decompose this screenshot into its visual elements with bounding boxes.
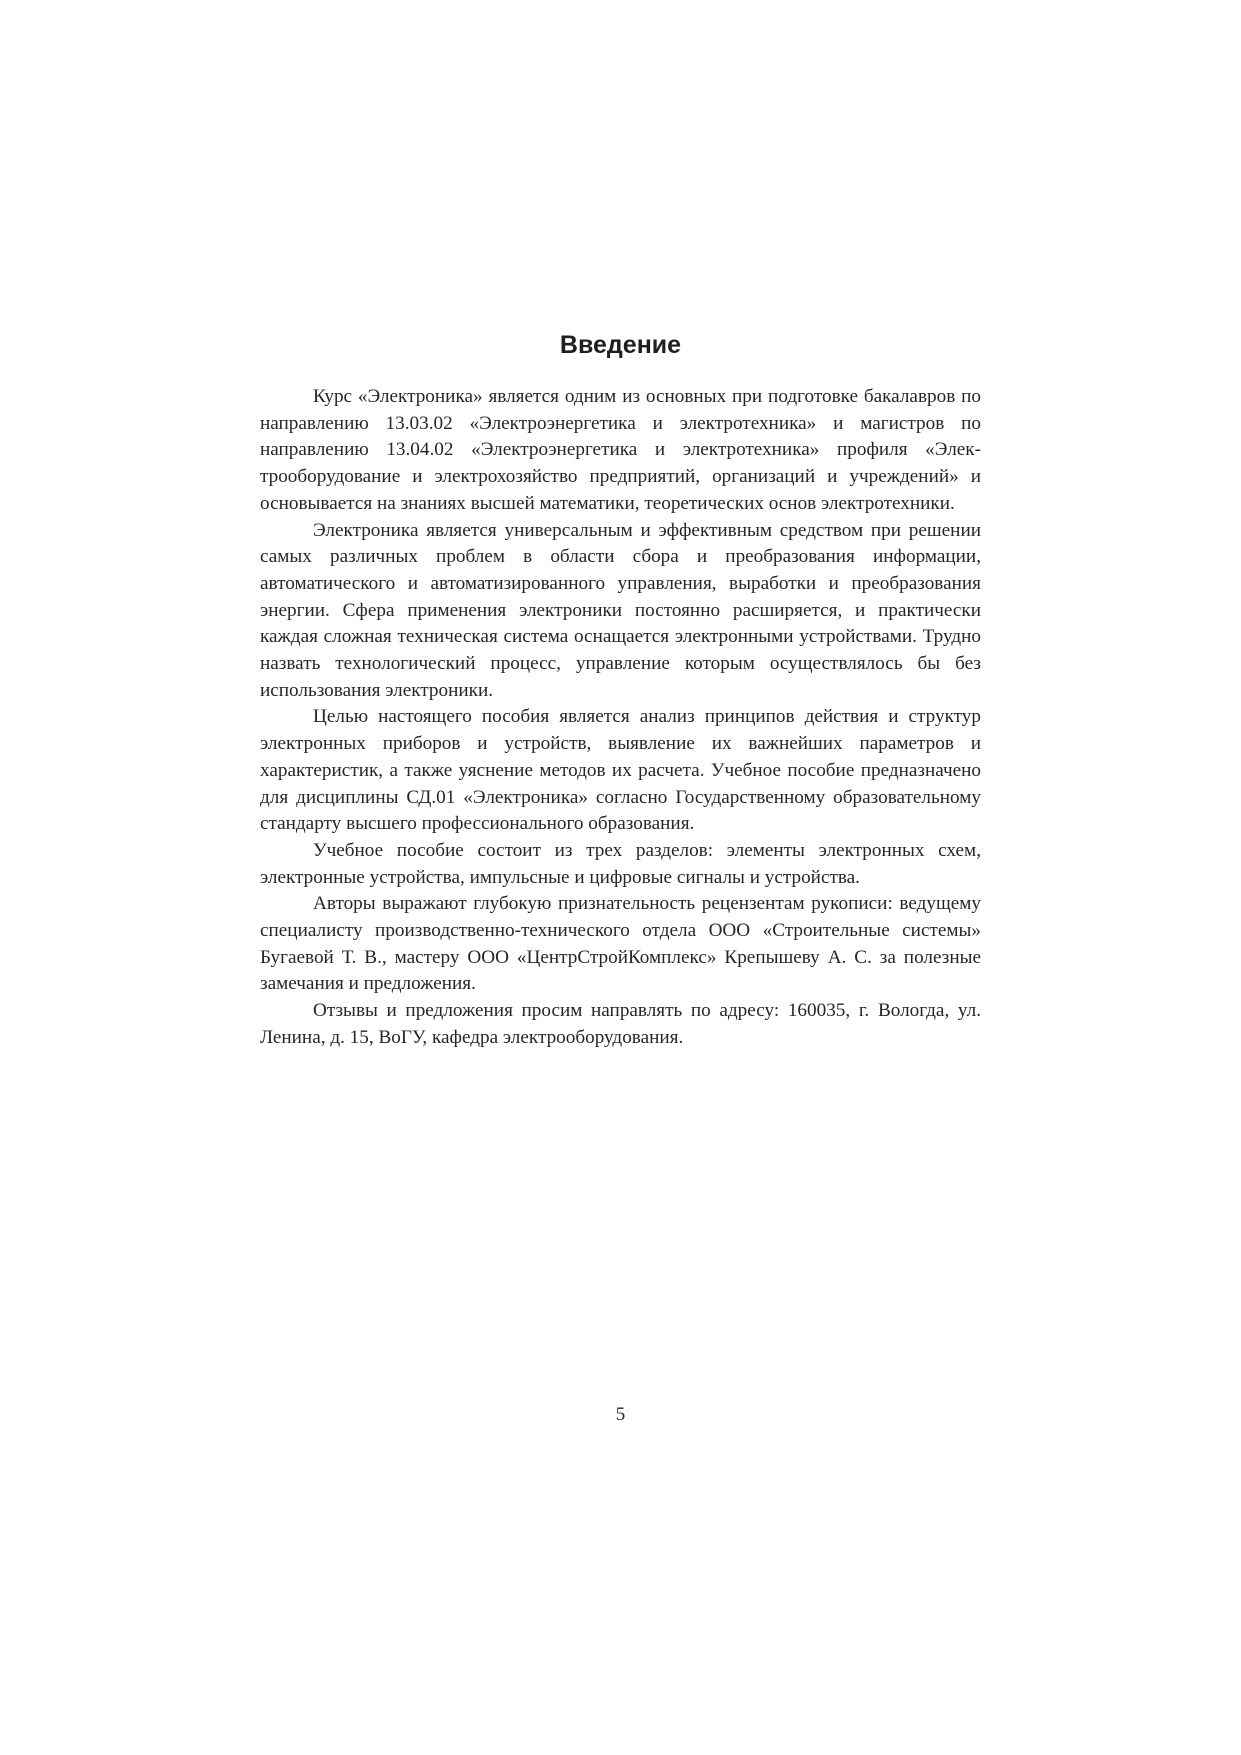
body-text bbox=[260, 384, 981, 1052]
paragraph-feedback-address: Отзывы и предложения просим направлять по адресу: 160035, г. Вологда, ул. Ленина, д. 15, ВоГУ, кафедра электрооборудования. bbox=[260, 1000, 981, 1048]
paragraph-electronics-role: Электроника является универсальным и эффективным средством при решении самых различных проблем в области сбора и преобразования информации, автоматического и автоматизированного управления, выработки и преобразования энергии. Сфера применения электроники постоянно расширяется, и практически каждая сложная техническая система оснащается электронными устройствами. Трудно назвать технологический процесс, управление которым осуществлялось бы без использования электроники. bbox=[260, 519, 981, 701]
paragraph-acknowledgements: Авторы выражают глубокую признательность рецензентам рукописи: ведущему специалисту производственно-технического отдела ООО «Строительные системы» Бугаевой Т. В., мастеру ООО «ЦентрСтройКомплекс» Крепышеву А. С. за полезные замечания и предложения. bbox=[260, 893, 981, 995]
paragraph-purpose: Целью настоящего пособия является анализ принципов действия и структур электронных приборов и устройств, выявление их важнейших параметров и характеристик, а также уяснение методов их расчета. Учебное пособие предназначено для дисциплины СД.01 «Электроника» согласно Государственному образовательному стандарту высшего профессионального образования. bbox=[260, 706, 981, 835]
paragraph-course-intro: Курс «Электроника» является одним из основных при подготовке бакалавров по направлению 13.03.02 «Электроэнергетика и электротехника» и магистров по направлению 13.04.02 «Электроэнергетика и электротехника» профиля «Электрооборудование и электрохозяйство предприятий, организаций и учреждений» и основывается на знаниях высшей математики, теоретических основ электротехники. bbox=[260, 386, 981, 514]
page-title: Введение bbox=[559, 331, 682, 359]
paragraph-structure: Учебное пособие состоит из трех разделов: элементы электронных схем, электронные устройства, импульсные и цифровые сигналы и устройства. bbox=[260, 839, 981, 888]
page-number: 5 bbox=[615, 1404, 626, 1425]
